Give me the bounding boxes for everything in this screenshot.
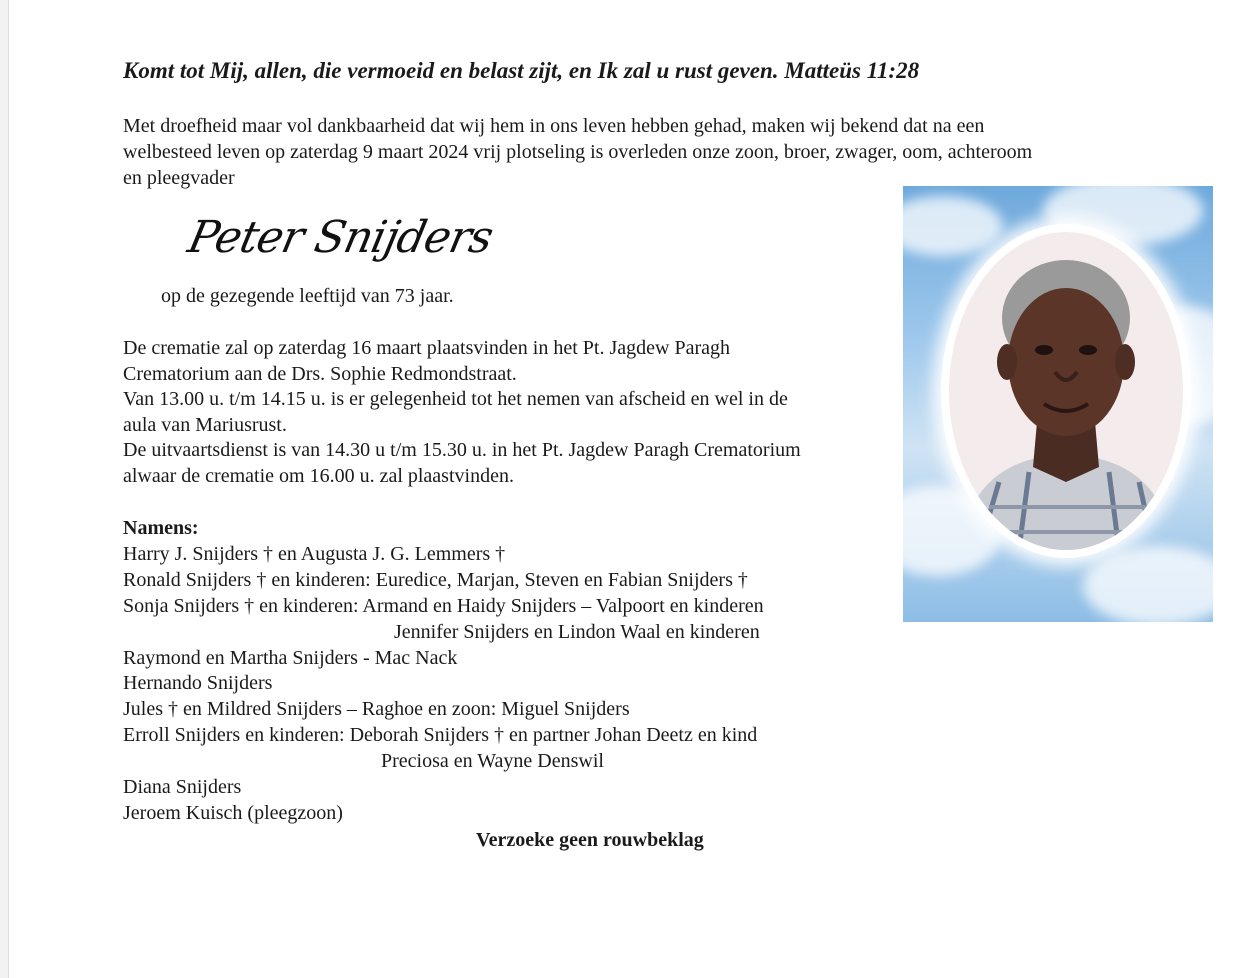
intro-line-2: welbesteed leven op zaterdag 9 maart 2024 vrij plotseling is overleden onze zoon, broer, zwager, oom, achteroom bbox=[123, 141, 1033, 163]
ceremony-line: De uitvaartsdienst is van 14.30 u t/m 15.30 u. in het Pt. Jagdew Paragh Crematorium bbox=[123, 439, 801, 461]
age-text: op de gezegende leeftijd van 73 jaar. bbox=[161, 285, 454, 307]
ceremony-line: De crematie zal op zaterdag 16 maart plaatsvinden in het Pt. Jagdew Paragh bbox=[123, 337, 730, 359]
family-line: Jennifer Snijders en Lindon Waal en kinderen bbox=[394, 621, 760, 643]
family-line: Erroll Snijders en kinderen: Deborah Snijders † en partner Johan Deetz en kind bbox=[123, 724, 758, 746]
family-line: Preciosa en Wayne Denswil bbox=[381, 750, 604, 772]
intro-line-3: en pleegvader bbox=[123, 167, 235, 189]
family-line: Sonja Snijders † en kinderen: Armand en Haidy Snijders – Valpoort en kinderen bbox=[123, 595, 764, 617]
ceremony-line: Crematorium aan de Drs. Sophie Redmondstraat. bbox=[123, 363, 517, 385]
family-line: Hernando Snijders bbox=[123, 672, 273, 694]
family-line: Ronald Snijders † en kinderen: Euredice, Marjan, Steven en Fabian Snijders † bbox=[123, 569, 748, 591]
bible-quote: Komt tot Mij, allen, die vermoeid en belast zijt, en Ik zal u rust geven. Matteüs 11:28 bbox=[123, 58, 920, 83]
intro-line-1: Met droefheid maar vol dankbaarheid dat wij hem in ons leven hebben gehad, maken wij bekend dat na een bbox=[123, 115, 985, 137]
ceremony-line: Van 13.00 u. t/m 14.15 u. is er gelegenheid tot het nemen van afscheid en wel in de bbox=[123, 388, 788, 410]
family-line: Jules † en Mildred Snijders – Raghoe en zoon: Miguel Snijders bbox=[123, 698, 630, 720]
ceremony-line: aula van Mariusrust. bbox=[123, 414, 287, 436]
namens-heading: Namens: bbox=[123, 517, 199, 539]
portrait-figure bbox=[949, 232, 1183, 550]
family-line: Harry J. Snijders † en Augusta J. G. Lemmers † bbox=[123, 543, 506, 565]
portrait-photo bbox=[903, 186, 1213, 622]
ceremony-line: alwaar de crematie om 16.00 u. zal plaastvinden. bbox=[123, 465, 514, 487]
family-line: Raymond en Martha Snijders - Mac Nack bbox=[123, 647, 458, 669]
family-line: Diana Snijders bbox=[123, 776, 242, 798]
memorial-card bbox=[8, 0, 1246, 978]
deceased-name-signature: Peter Snijders bbox=[183, 212, 497, 263]
family-line: Jeroem Kuisch (pleegzoon) bbox=[123, 802, 343, 824]
closing-note: Verzoeke geen rouwbeklag bbox=[476, 829, 704, 851]
portrait-frame bbox=[941, 224, 1191, 558]
